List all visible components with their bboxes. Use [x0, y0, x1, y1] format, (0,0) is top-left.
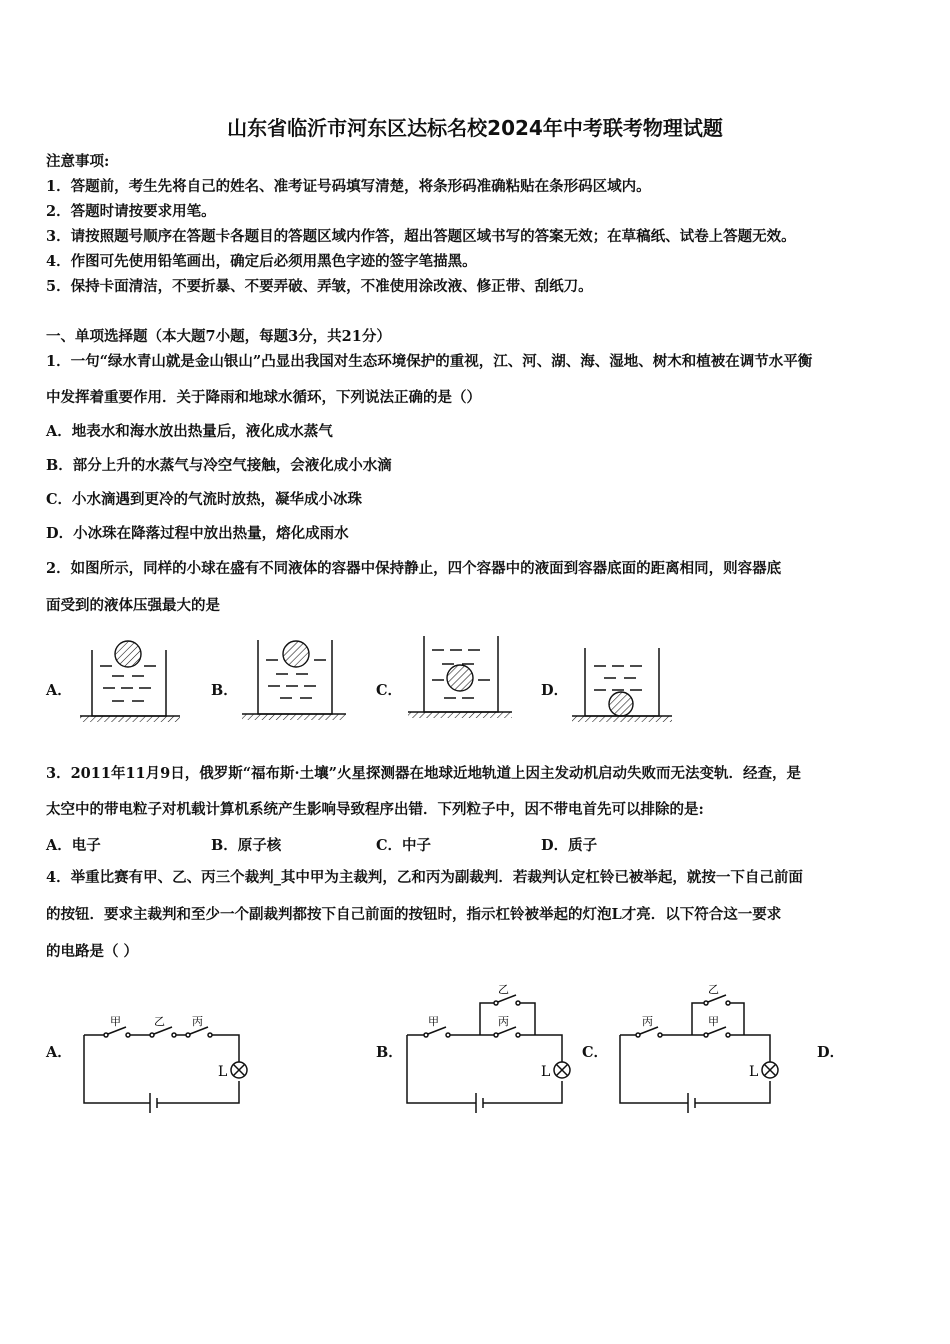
q3-stem-line2: 太空中的带电粒子对机载计算机系统产生影响导致程序出错．下列粒子中，因不带电首先可以排除的是: [46, 801, 704, 818]
switch-yi-a [150, 1033, 154, 1037]
label-yi-a: 乙 [154, 1015, 165, 1028]
q4-label-d: D． [817, 1044, 845, 1061]
lamp-label-c: L [749, 1064, 759, 1080]
page-title: 山东省临沂市河东区达标名校2024年中考联考物理试题 [227, 116, 723, 140]
q4-circuits [0, 975, 950, 1125]
q1-option-b: B．部分上升的水蒸气与冷空气接触，会液化成小水滴 [46, 457, 392, 474]
ground-hatch-b [242, 714, 346, 720]
q2-label-c: C． [376, 682, 403, 699]
q2-label-d: D． [541, 682, 569, 699]
q2-stem-line1: 2．如图所示，同样的小球在盛有不同液体的容器中保持静止，四个容器中的液面到容器底面的距离相同，则容器底 [46, 560, 782, 577]
circuit-c [620, 983, 778, 1113]
label-jia-c: 甲 [708, 1015, 719, 1028]
switch-jia-c [704, 1033, 708, 1037]
ground-hatch-c [408, 712, 512, 718]
switch-bing-c [636, 1033, 640, 1037]
q2-label-a: A． [46, 682, 72, 699]
label-yi-b: 乙 [498, 983, 509, 996]
q3-option-d: D．质子 [541, 837, 598, 854]
notice-item-5: 5．保持卡面清洁，不要折暴、不要弄破、弄皱，不准使用涂改液、修正带、刮纸刀。 [46, 278, 593, 295]
switch-bing-a [186, 1033, 190, 1037]
switch-jia-b [424, 1033, 428, 1037]
switch-jia-a [104, 1033, 108, 1037]
q1-stem-line2: 中发挥着重要作用．关于降雨和地球水循环，下列说法正确的是（） [46, 389, 481, 406]
label-bing-a: 丙 [192, 1015, 203, 1028]
label-jia-a: 甲 [110, 1015, 121, 1028]
q2-figures [0, 628, 950, 728]
ball-b [283, 641, 309, 667]
q1-stem-line1: 1．一句“绿水青山就是金山银山”凸显出我国对生态环境保护的重视，江、河、湖、海、湿地、树木和植被在调节水平衡 [46, 353, 813, 370]
q4-stem-line1: 4．举重比赛有甲、乙、丙三个裁判_其中甲为主裁判，乙和丙为副裁判．若裁判认定杠铃已被举起，就按一下自己前面 [46, 869, 803, 886]
notice-item-1: 1．答题前，考生先将自己的姓名、准考证号码填写清楚，将条形码准确粘贴在条形码区域内。 [46, 178, 651, 195]
ground-hatch-d [572, 716, 672, 722]
q3-option-a: A．电子 [46, 837, 101, 854]
container-a [80, 641, 180, 722]
q4-stem-line3: 的电路是（ ） [46, 943, 139, 960]
switch-yi-c [704, 1001, 708, 1005]
q1-option-c: C．小水滴遇到更冷的气流时放热，凝华成小冰珠 [46, 491, 363, 508]
container-d [572, 648, 672, 722]
notice-item-4: 4．作图可先使用铅笔画出，确定后必须用黑色字迹的签字笔描黑。 [46, 253, 477, 270]
q1-option-d: D．小冰珠在降落过程中放出热量，熔化成雨水 [46, 525, 349, 542]
q4-label-a: A． [46, 1044, 72, 1061]
q4-label-c: C． [582, 1044, 609, 1061]
q2-stem-line2: 面受到的液体压强最大的是 [46, 597, 220, 614]
switch-yi-b [494, 1001, 498, 1005]
circuit-a [84, 1015, 247, 1113]
circuit-b [407, 983, 570, 1113]
notice-item-3: 3．请按照题号顺序在答题卡各题目的答题区域内作答，超出答题区域书写的答案无效；在草稿纸、试卷上答题无效。 [46, 228, 796, 245]
q3-stem-line1: 3．2011年11月9日，俄罗斯“福布斯·土壤”火星探测器在地球近地轨道上因主发动机启动失败而无法变轨．经查，是 [46, 765, 801, 782]
ball-d [609, 692, 633, 716]
lamp-label-a: L [218, 1064, 228, 1080]
label-jia-b: 甲 [428, 1015, 439, 1028]
label-yi-c: 乙 [708, 983, 719, 996]
q4-label-b: B． [376, 1044, 403, 1061]
notice-heading: 注意事项: [46, 153, 110, 170]
section-heading: 一、单项选择题（本大题7小题，每题3分，共21分） [46, 328, 391, 345]
q4-stem-line2: 的按钮．要求主裁判和至少一个副裁判都按下自己前面的按钮时，指示杠铃被举起的灯泡L才亮．以下符合这一要求 [46, 906, 782, 923]
container-c [408, 636, 512, 718]
q3-option-b: B．原子核 [211, 837, 282, 854]
q2-label-b: B． [211, 682, 238, 699]
notice-item-2: 2．答题时请按要求用笔。 [46, 203, 216, 220]
ball-c [447, 665, 473, 691]
lamp-label-b: L [541, 1064, 551, 1080]
ball-a [115, 641, 141, 667]
container-b [242, 640, 346, 720]
q3-option-c: C．中子 [376, 837, 432, 854]
label-bing-c: 丙 [642, 1015, 653, 1028]
ground-hatch-a [80, 716, 180, 722]
q1-option-a: A．地表水和海水放出热量后，液化成水蒸气 [46, 423, 333, 440]
label-bing-b: 丙 [498, 1015, 509, 1028]
switch-bing-b [494, 1033, 498, 1037]
